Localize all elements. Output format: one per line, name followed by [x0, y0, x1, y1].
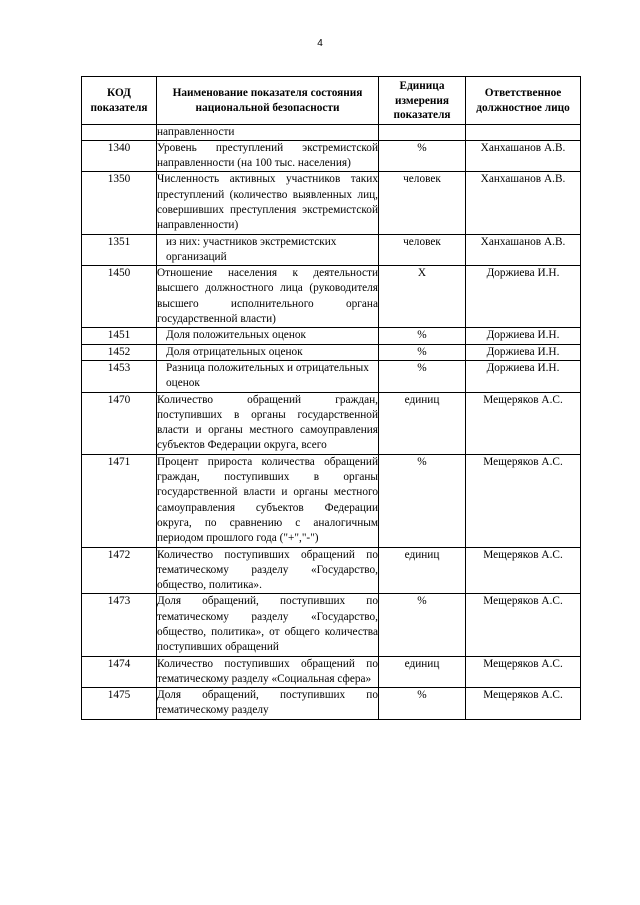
table-header — [82, 77, 581, 125]
indicator-unit: % — [379, 328, 466, 344]
indicator-unit: % — [379, 594, 466, 656]
indicator-responsible: Мещеряков А.С. — [466, 454, 581, 547]
indicator-code: 1452 — [82, 344, 157, 360]
indicator-responsible: Доржиева И.Н. — [466, 344, 581, 360]
indicator-code: 1472 — [82, 547, 157, 594]
table-row — [82, 234, 581, 266]
indicator-code: 1473 — [82, 594, 157, 656]
indicator-code: 1450 — [82, 266, 157, 328]
indicator-unit: % — [379, 344, 466, 360]
table-row — [82, 392, 581, 454]
indicator-unit: % — [379, 454, 466, 547]
indicator-unit: % — [379, 360, 466, 392]
indicator-responsible: Ханхашанов А.В. — [466, 140, 581, 172]
indicators-table — [81, 76, 581, 720]
indicator-name: Количество поступивших обращений по тематическому разделу «Государство, общество, политика». — [157, 547, 379, 594]
indicator-responsible: Ханхашанов А.В. — [466, 234, 581, 266]
indicator-responsible: Мещеряков А.С. — [466, 547, 581, 594]
indicator-unit: % — [379, 688, 466, 720]
table-row — [82, 328, 581, 344]
indicator-responsible — [466, 124, 581, 140]
table-row — [82, 688, 581, 720]
indicator-code: 1340 — [82, 140, 157, 172]
indicator-code: 1475 — [82, 688, 157, 720]
indicator-name: Процент прироста количества обращений граждан, поступивших в органы государственной власти и органы местного самоуправления субъектов Федерации округа, по сравнению с аналогичным периодом прошлого года ("+","-") — [157, 454, 379, 547]
indicator-name: Численность активных участников таких преступлений (количество выявленных лиц, совершивших преступления экстремистской направленности) — [157, 172, 379, 234]
header-name: Наименование показателя состояния национальной безопасности — [157, 77, 379, 125]
indicator-code: 1471 — [82, 454, 157, 547]
indicator-responsible: Доржиева И.Н. — [466, 266, 581, 328]
table-row — [82, 266, 581, 328]
indicator-code: 1350 — [82, 172, 157, 234]
indicator-responsible: Ханхашанов А.В. — [466, 172, 581, 234]
table-row — [82, 454, 581, 547]
indicator-name: из них: участников экстремистских организаций — [157, 234, 379, 266]
indicator-name: Уровень преступлений экстремистской направленности (на 100 тыс. населения) — [157, 140, 379, 172]
indicator-code — [82, 124, 157, 140]
indicator-code: 1470 — [82, 392, 157, 454]
indicator-code: 1453 — [82, 360, 157, 392]
indicator-unit: человек — [379, 234, 466, 266]
indicator-unit: единиц — [379, 392, 466, 454]
table-row — [82, 656, 581, 688]
indicator-name: Количество поступивших обращений по тематическому разделу «Социальная сфера» — [157, 656, 379, 688]
table-row — [82, 594, 581, 656]
table-row — [82, 124, 581, 140]
header-code: КОД показателя — [82, 77, 157, 125]
indicator-code: 1351 — [82, 234, 157, 266]
table-row — [82, 360, 581, 392]
indicator-unit: единиц — [379, 656, 466, 688]
table-row — [82, 172, 581, 234]
indicator-name: Количество обращений граждан, поступивших в органы государственной власти и органы местного самоуправления субъектов Федерации округа, всего — [157, 392, 379, 454]
header-unit: Единица измерения показателя — [379, 77, 466, 125]
indicator-responsible: Мещеряков А.С. — [466, 656, 581, 688]
table-row — [82, 547, 581, 594]
indicator-responsible: Мещеряков А.С. — [466, 392, 581, 454]
indicator-code: 1451 — [82, 328, 157, 344]
indicator-responsible: Доржиева И.Н. — [466, 360, 581, 392]
indicator-unit: % — [379, 140, 466, 172]
indicator-name: Отношение населения к деятельности высшего должностного лица (руководителя высшего исполнительного органа государственной власти) — [157, 266, 379, 328]
header-responsible: Ответственное должностное лицо — [466, 77, 581, 125]
indicator-unit: человек — [379, 172, 466, 234]
indicator-code: 1474 — [82, 656, 157, 688]
indicator-unit: единиц — [379, 547, 466, 594]
indicator-name: Доля отрицательных оценок — [157, 344, 379, 360]
indicator-responsible: Мещеряков А.С. — [466, 688, 581, 720]
indicator-unit: Х — [379, 266, 466, 328]
indicator-name: Доля положительных оценок — [157, 328, 379, 344]
indicator-name: направленности — [157, 124, 379, 140]
indicator-unit — [379, 124, 466, 140]
table-row — [82, 344, 581, 360]
indicator-responsible: Мещеряков А.С. — [466, 594, 581, 656]
indicator-responsible: Доржиева И.Н. — [466, 328, 581, 344]
indicator-name: Доля обращений, поступивших по тематическому разделу «Государство, общество, политика», от общего количества поступивших обращений — [157, 594, 379, 656]
indicator-name: Доля обращений, поступивших по тематическому разделу — [157, 688, 379, 720]
header-row — [82, 77, 581, 125]
indicator-name: Разница положительных и отрицательных оценок — [157, 360, 379, 392]
table-row — [82, 140, 581, 172]
table-body — [82, 124, 581, 719]
page-number: 4 — [317, 38, 323, 49]
